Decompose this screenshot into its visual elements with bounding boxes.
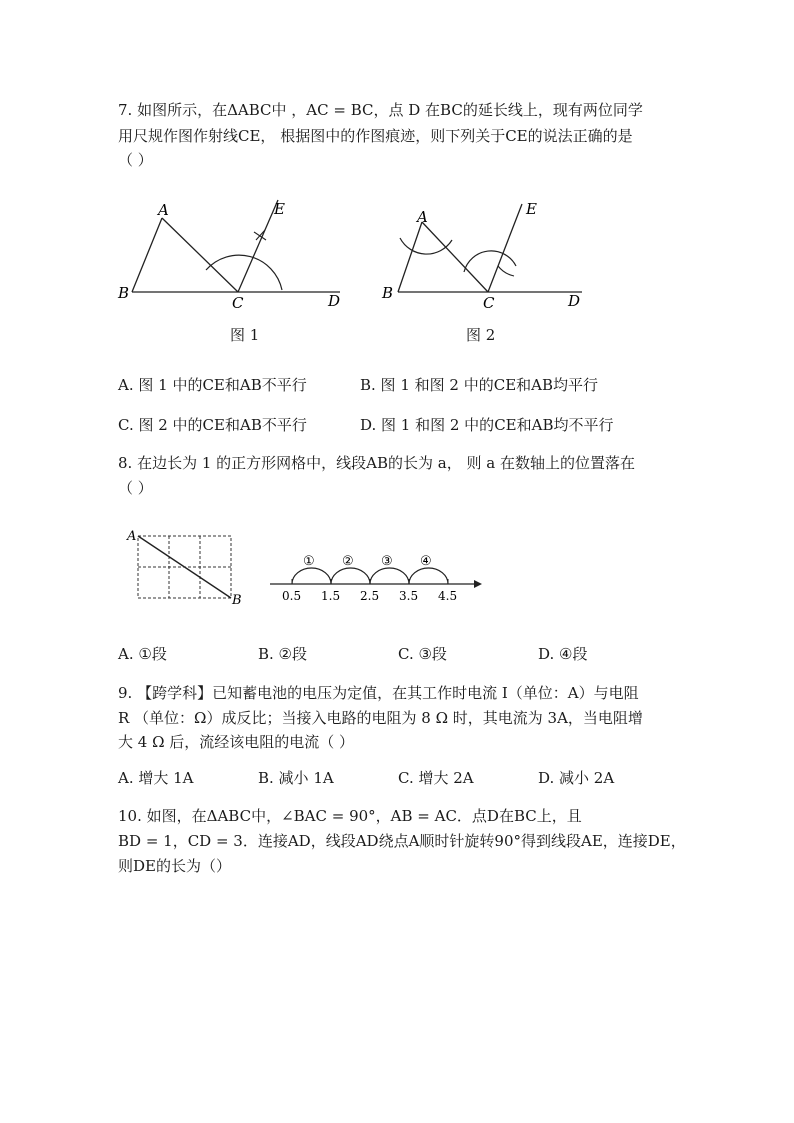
fig2-label-d: D xyxy=(568,292,581,310)
tick-label-3-5: 3.5 xyxy=(399,589,419,603)
q7-stem-line-2: 用尺规作图作射线CE， 根据图中的作图痕迹，则下列关于CE的说法正确的是 xyxy=(118,127,633,145)
q9-stem-line-2: R （单位：Ω）成反比；当接入电路的电阻为 8 Ω 时，其电流为 3A，当电阻增 xyxy=(118,709,643,727)
q8-stem-line-1: 8. 在边长为 1 的正方形网格中，线段AB的长为 a， 则 a 在数轴上的位置落在 xyxy=(118,454,635,472)
q7-figure-2 xyxy=(381,200,582,312)
q10-stem-line-1: 10. 如图，在ΔABC中，∠BAC = 90°，AB = AC．点D在BC上，且 xyxy=(118,807,582,825)
fig2-label-c: C xyxy=(483,294,495,312)
q9-stem-line-1: 9. 【跨学科】已知蓄电池的电压为定值，在其工作时电流 I（单位：A）与电阻 xyxy=(118,684,639,702)
tick-label-1-5: 1.5 xyxy=(321,589,341,603)
q8-grid-and-number-line xyxy=(120,522,500,610)
q8-option-c: C. ③段 xyxy=(398,645,447,663)
q8-square-grid xyxy=(126,529,242,608)
q10-stem-line-2: BD = 1，CD = 3．连接AD，线段AD绕点A顺时针旋转90°得到线段AE，连接DE， xyxy=(118,832,686,850)
grid-label-b: B xyxy=(232,593,242,608)
q7-option-d: D. 图 1 和图 2 中的CE和AB均不平行 xyxy=(360,416,614,434)
tick-label-4-5: 4.5 xyxy=(438,589,458,603)
grid-label-a: A xyxy=(127,529,137,544)
q7-construction-figures xyxy=(110,190,600,315)
q7-option-a: A. 图 1 中的CE和AB不平行 xyxy=(118,376,307,394)
tick-label-0-5: 0.5 xyxy=(282,589,302,603)
q7-figure-1 xyxy=(117,200,340,312)
fig2-label-e: E xyxy=(526,200,537,218)
fig1-label-d: D xyxy=(328,292,341,310)
q7-option-b: B. 图 1 和图 2 中的CE和AB均平行 xyxy=(360,376,599,394)
fig1-label-b: B xyxy=(118,284,130,302)
q8-number-line xyxy=(270,554,482,603)
q10-stem-line-3: 则DE的长为（） xyxy=(118,857,231,875)
fig1-label-e: E xyxy=(274,200,285,218)
fig1-label-a: A xyxy=(158,201,169,219)
fig1-label-c: C xyxy=(232,294,244,312)
q8-stem-line-2: （ ） xyxy=(118,479,153,497)
q9-option-a: A. 增大 1A xyxy=(118,769,194,787)
q8-option-a: A. ①段 xyxy=(118,645,167,663)
q7-stem-line-3: （ ） xyxy=(118,151,153,169)
segment-mark-4: ④ xyxy=(420,554,432,569)
q7-option-c: C. 图 2 中的CE和AB不平行 xyxy=(118,416,307,434)
q8-option-b: B. ②段 xyxy=(258,645,308,663)
q8-option-d: D. ④段 xyxy=(538,645,588,663)
segment-mark-1: ① xyxy=(303,554,315,569)
q9-option-d: D. 减小 2A xyxy=(538,769,615,787)
fig2-label-b: B xyxy=(382,284,394,302)
tick-label-2-5: 2.5 xyxy=(360,589,380,603)
segment-mark-3: ③ xyxy=(381,554,393,569)
q9-option-c: C. 增大 2A xyxy=(398,769,474,787)
q7-figure-2-caption: 图 2 xyxy=(466,326,496,344)
q9-stem-line-3: 大 4 Ω 后，流经该电阻的电流（ ） xyxy=(118,733,355,751)
fig2-label-a: A xyxy=(417,208,428,226)
segment-mark-2: ② xyxy=(342,554,354,569)
q9-option-b: B. 减小 1A xyxy=(258,769,334,787)
q7-stem-line-1: 7. 如图所示，在ΔABC中 ，AC = BC，点 D 在BC的延长线上，现有两位同学 xyxy=(118,101,643,119)
q7-figure-1-caption: 图 1 xyxy=(230,326,260,344)
